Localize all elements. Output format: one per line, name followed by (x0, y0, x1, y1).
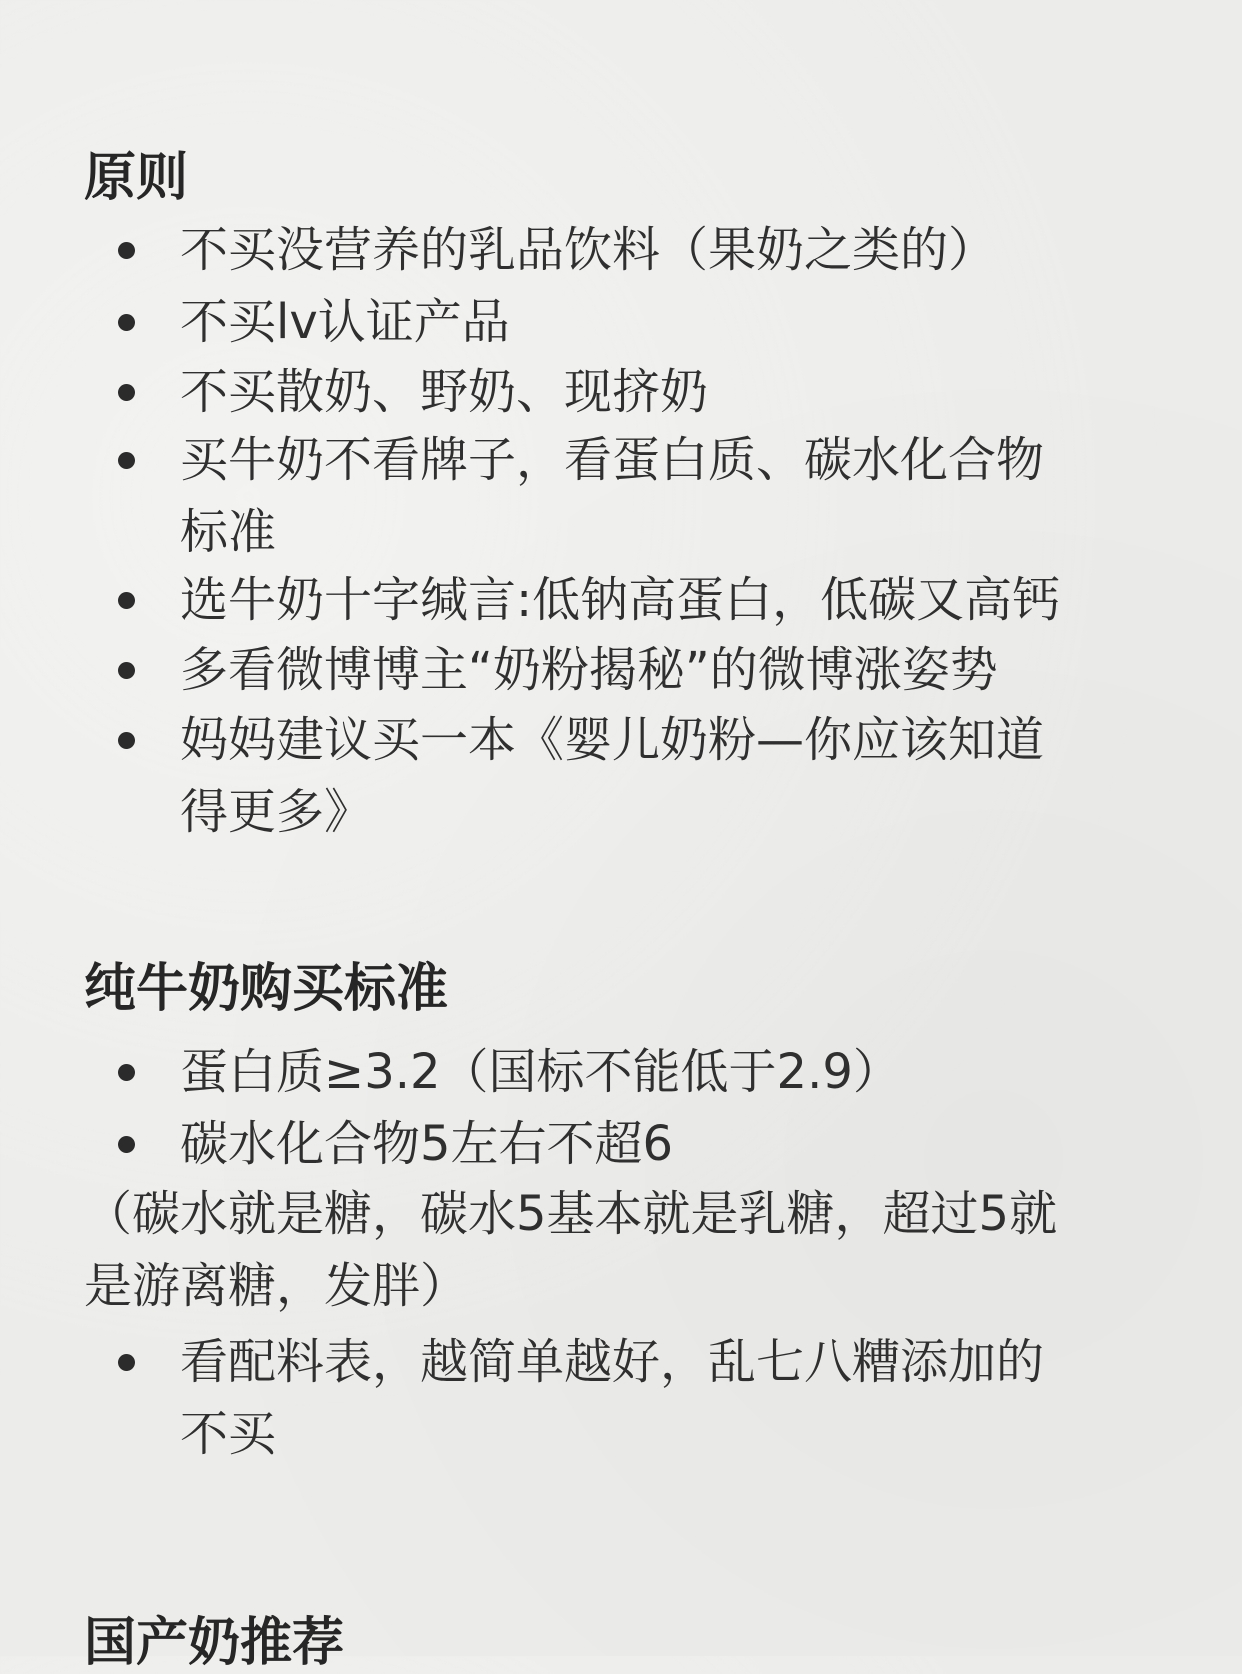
bullet-icon (118, 1064, 135, 1081)
bullet-icon (118, 314, 135, 331)
list-item-text: 多看微博博主“奶粉揭秘”的微博涨姿势 (180, 642, 998, 698)
list-item (180, 286, 1140, 358)
section-heading-domestic-milk: 国产奶推荐 (84, 1613, 345, 1673)
bullet-icon (118, 384, 135, 401)
section-heading-principles: 原则 (84, 148, 189, 208)
bullet-icon (118, 732, 135, 749)
list-item (180, 1326, 1140, 1470)
list-item-text: 碳水化合物5左右不超6 (180, 1116, 674, 1172)
note-text-line: 是游离糖，发胖） (84, 1258, 469, 1314)
list-item (180, 634, 1140, 706)
list-item (180, 1036, 1140, 1108)
list-item (180, 1108, 1140, 1180)
note-text-line: （碳水就是糖，碳水5基本就是乳糖，超过5就 (84, 1186, 1058, 1242)
list-item-text-line: 看配料表，越简单越好，乱七八糟添加的 (180, 1334, 1045, 1390)
list-item-text-line: 买牛奶不看牌子，看蛋白质、碳水化合物 (180, 432, 1045, 488)
bullet-icon (118, 662, 135, 679)
bullet-icon (118, 1354, 135, 1371)
list-item-text: 选牛奶十字缄言:低钠高蛋白，低碳又高钙 (180, 572, 1061, 628)
list-item (180, 564, 1140, 636)
list-item-text: 不买lv认证产品 (180, 294, 510, 350)
bullet-icon (118, 242, 135, 259)
list-item (180, 356, 1140, 428)
list-item (180, 704, 1140, 848)
bullet-icon (118, 592, 135, 609)
list-item (180, 424, 1140, 568)
list-item-text: 蛋白质≥3.2（国标不能低于2.9） (180, 1044, 901, 1100)
list-item-text-line: 标准 (180, 504, 277, 560)
bullet-icon (118, 1136, 135, 1153)
list-item-text: 不买没营养的乳品饮料（果奶之类的） (180, 222, 997, 278)
list-item-text-line: 妈妈建议买一本《婴儿奶粉—你应该知道 (180, 712, 1045, 768)
list-item-text-line: 不买 (180, 1406, 277, 1462)
list-item (180, 214, 1140, 286)
list-item-text: 不买散奶、野奶、现挤奶 (180, 364, 709, 420)
note-paragraph (84, 1178, 1184, 1322)
bullet-icon (118, 452, 135, 469)
list-item-text-line: 得更多》 (180, 784, 373, 840)
section-heading-milk-standard: 纯牛奶购买标准 (84, 959, 449, 1019)
